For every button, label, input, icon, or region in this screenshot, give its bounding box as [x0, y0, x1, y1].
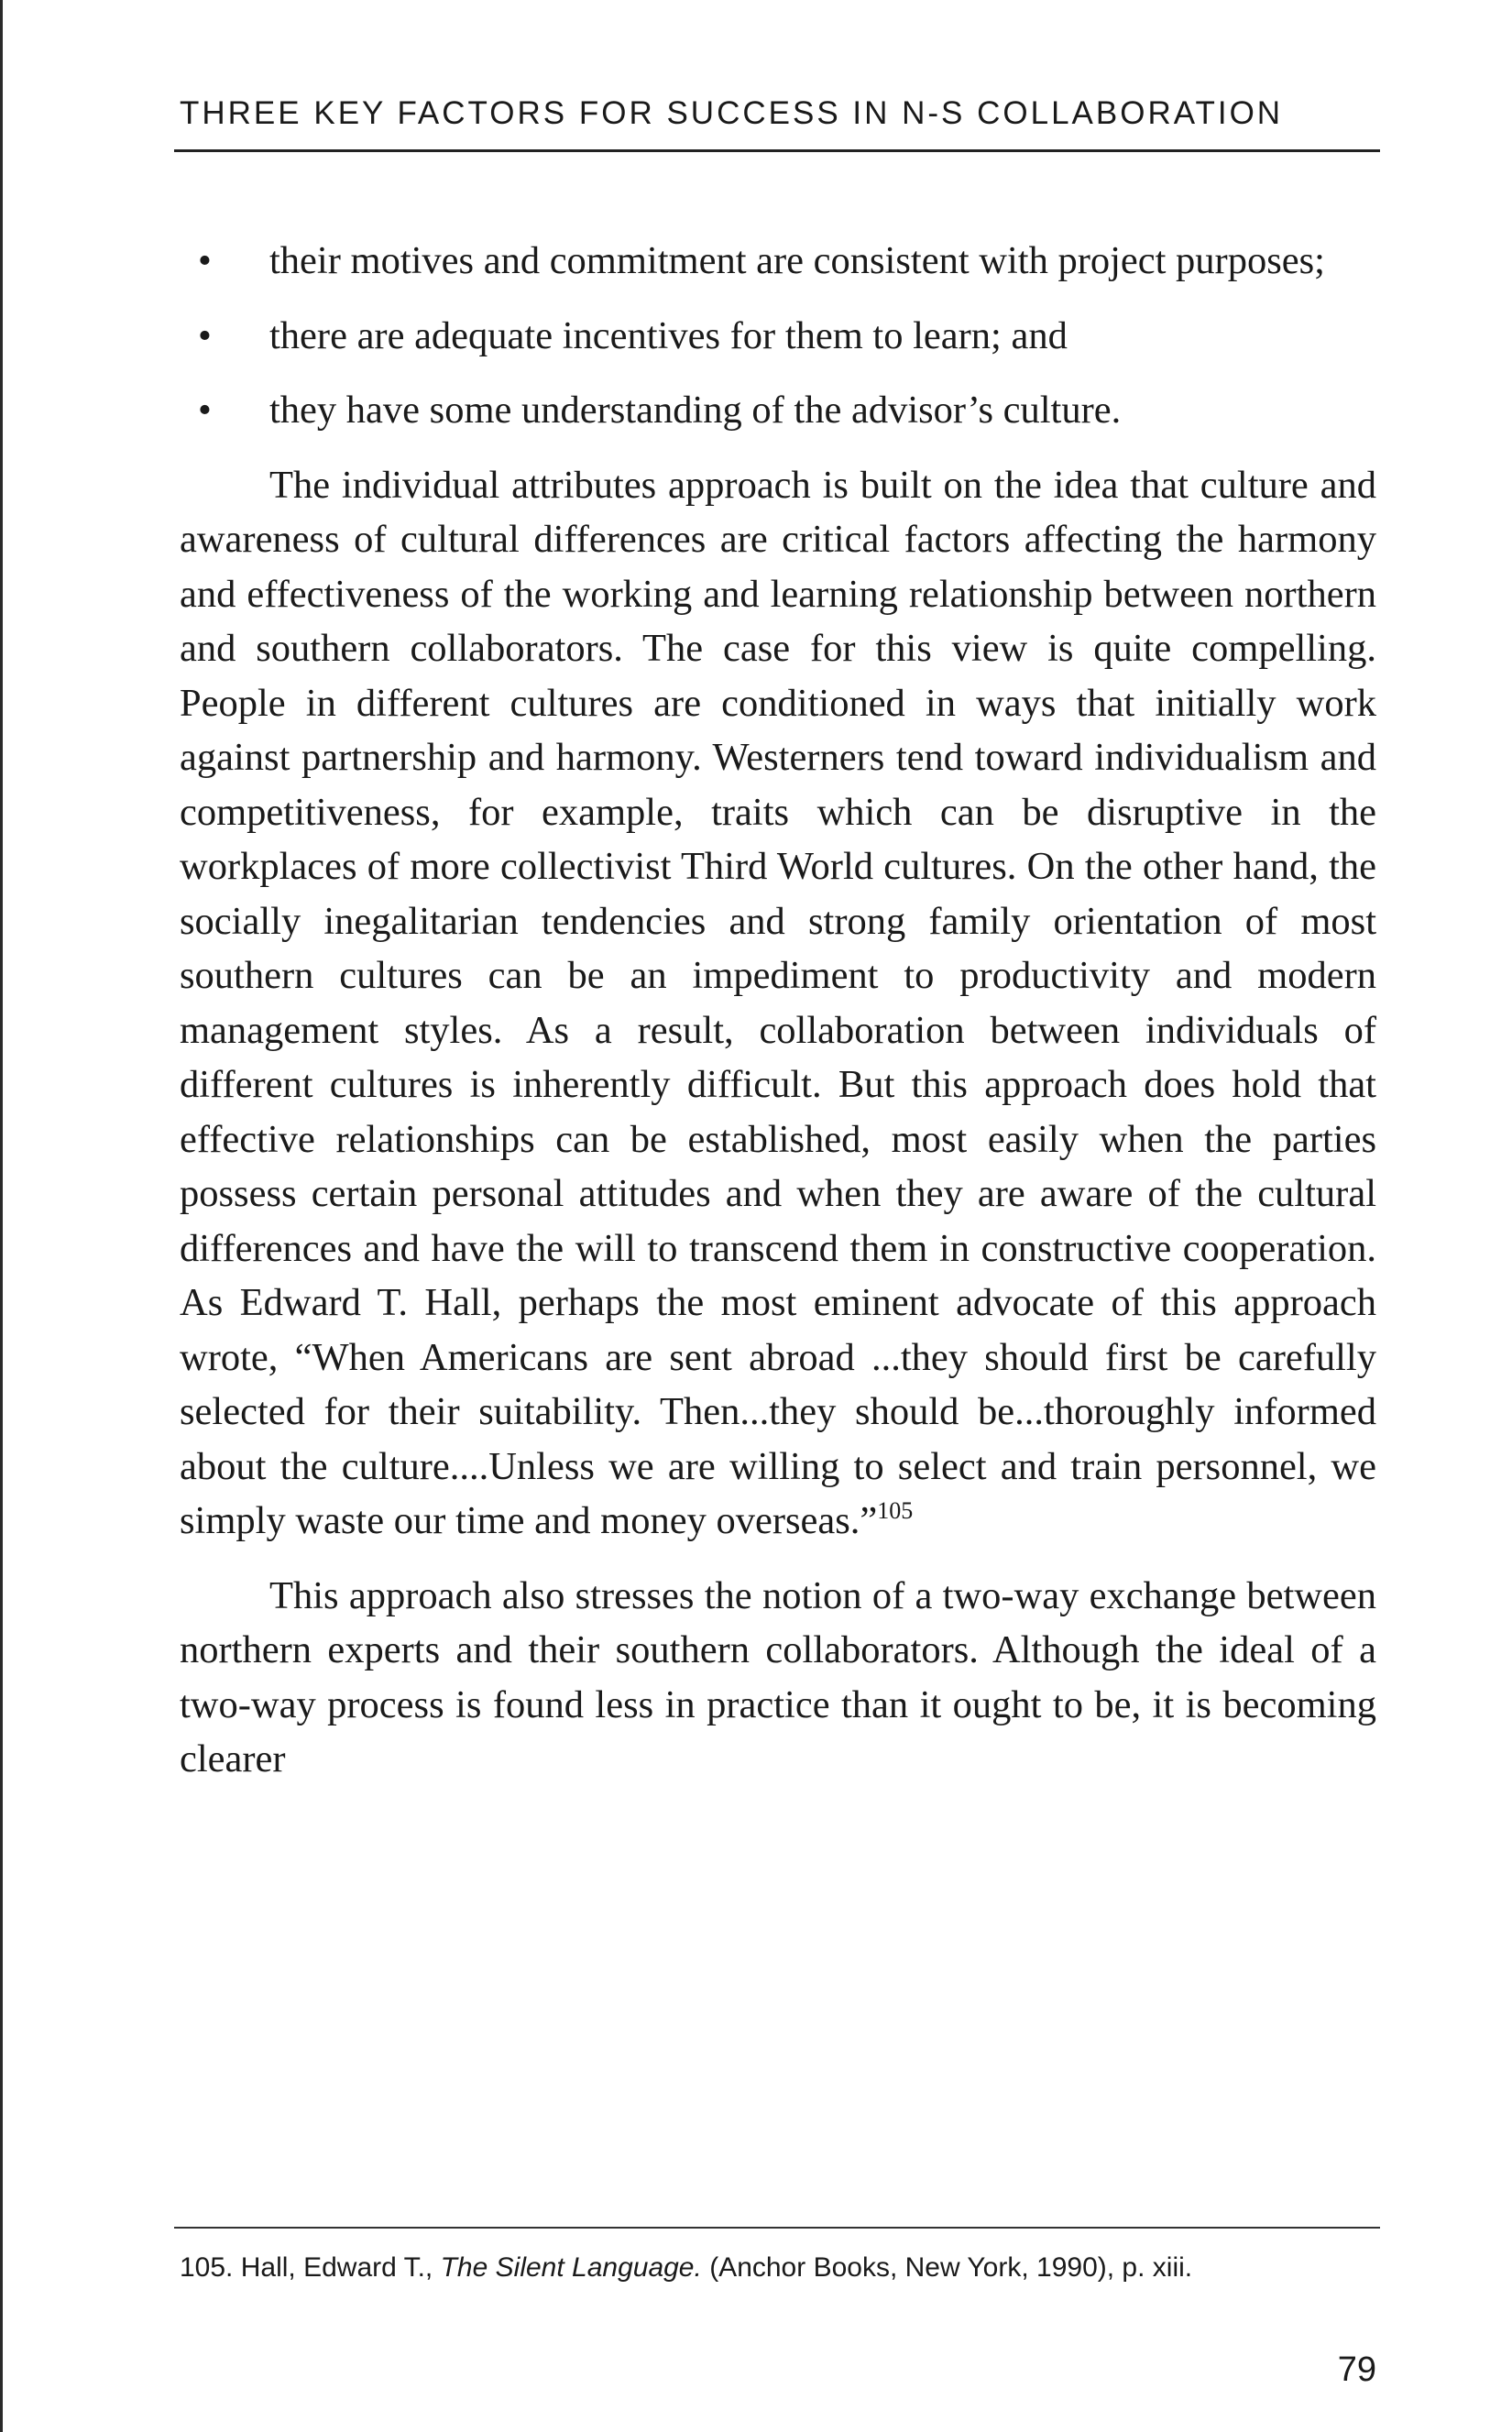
header-rule [174, 149, 1380, 152]
paragraph-text: The individual attributes approach is built on the idea that culture and awareness of cultural differences are critical factors affecting the harmony and effectiveness of the working and learning relationship between northern and southern collaborators. The case for this view is quite compelling. People in different cultures are conditioned in ways that initially work against partnership and harmony. Westerners tend toward individualism and competitiveness, for example, traits which can be disruptive in the workplaces of more collectivist Third World cultures. On the other hand, the socially inegalitarian tendencies and strong family orientation of most southern cultures can be an impediment to productivity and modern management styles. As a result, collaboration between individuals of different cultures is inherently difficult. But this approach does hold that effective relationships can be established, most easily when the parties possess certain personal attitudes and when they are aware of the cultural differences and have the will to transcend them in constructive cooperation. As Edward T. Hall, perhaps the most eminent advocate of this approach wrote, “When Americans are sent abroad ...they should first be carefully selected for their suitability. Then...they should be...thoroughly informed about the culture....Unless we are willing to select and train personnel, we simply waste our time and money overseas.” [180, 463, 1376, 1542]
paragraph-two-way-exchange: This approach also stresses the notion of a two-way exchange between northern experts and their southern collaborators. Although the ideal of a two-way process is found less in practice than it ought to be, it is becoming clearer [180, 1573, 1376, 1780]
bullet-item: • they have some understanding of the advisor’s culture. [180, 383, 1376, 438]
footnote-reference[interactable]: 105 [877, 1497, 914, 1524]
bullet-list [180, 234, 1376, 438]
footnote-author: Hall, Edward T., [240, 2252, 433, 2283]
footnote-number: 105. [180, 2252, 234, 2283]
footnote-rule [174, 2227, 1380, 2229]
running-head: THREE KEY FACTORS FOR SUCCESS IN N-S COLLABORATION [180, 95, 1284, 131]
footnote [180, 2252, 1376, 2284]
bullet-item: • there are adequate incentives for them to learn; and [180, 309, 1376, 364]
paragraph-individual-attributes [180, 458, 1376, 1549]
body-text [180, 234, 1376, 1787]
footnote-publication: (Anchor Books, New York, 1990), p. xiii. [709, 2252, 1193, 2283]
page-number: 79 [1337, 2350, 1376, 2389]
footnote-title: The Silent Language. [440, 2252, 702, 2283]
scan-edge [0, 0, 9, 2432]
bullet-item: • their motives and commitment are consistent with project purposes; [180, 234, 1376, 289]
